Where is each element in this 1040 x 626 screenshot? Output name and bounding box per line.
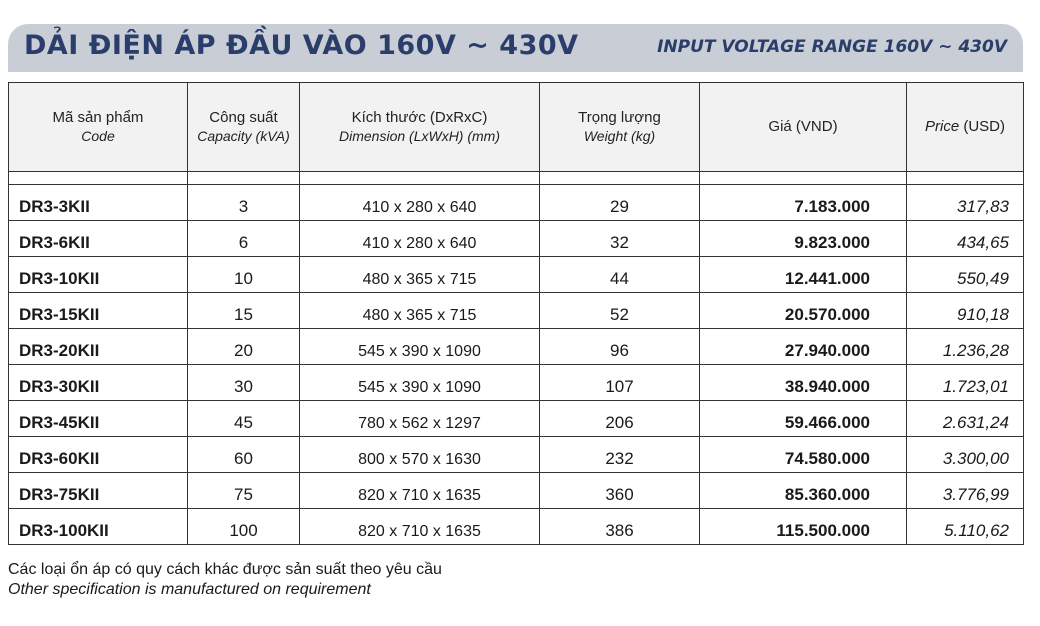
table-row [9,473,1024,509]
cell-price-usd: 5.110,62 [907,509,1024,545]
cell-price-usd: 2.631,24 [907,401,1024,437]
table-row [9,329,1024,365]
banner-title-vn: DẢI ĐIỆN ÁP ĐẦU VÀO 160V ~ 430V [24,30,579,61]
cell-price-vnd: 85.360.000 [700,473,907,509]
cell-dimension: 480 x 365 x 715 [300,293,540,329]
header-dimension-en: Dimension (LxWxH) (mm) [339,128,500,144]
cell-weight: 107 [540,365,700,401]
cell-price-usd: 550,49 [907,257,1024,293]
header-price-usd-rest: (USD) [959,118,1005,135]
table-row [9,185,1024,221]
cell-dimension: 410 x 280 x 640 [300,221,540,257]
table-header-row [9,83,1024,172]
table-row [9,437,1024,473]
cell-code: DR3-20KII [9,329,188,365]
cell-dimension: 545 x 390 x 1090 [300,329,540,365]
cell-dimension: 820 x 710 x 1635 [300,473,540,509]
header-weight-en: Weight (kg) [583,128,656,144]
title-banner [8,24,1023,72]
cell-price-vnd: 59.466.000 [700,401,907,437]
cell-capacity: 45 [188,401,300,437]
header-code-vn: Mã sản phẩm [52,109,144,126]
header-price-usd-em: Price [924,118,960,135]
cell-capacity: 15 [188,293,300,329]
cell-weight: 360 [540,473,700,509]
cell-code: DR3-60KII [9,437,188,473]
cell-price-vnd: 20.570.000 [700,293,907,329]
cell-price-vnd: 74.580.000 [700,437,907,473]
table-row [9,257,1024,293]
cell-capacity: 30 [188,365,300,401]
cell-dimension: 820 x 710 x 1635 [300,509,540,545]
cell-price-vnd: 38.940.000 [700,365,907,401]
table-row [9,365,1024,401]
cell-weight: 96 [540,329,700,365]
cell-price-usd: 3.776,99 [907,473,1024,509]
header-dimension-vn: Kích thước (DxRxC) [351,109,488,126]
cell-weight: 206 [540,401,700,437]
cell-capacity: 100 [188,509,300,545]
table-row [9,401,1024,437]
footer-note [8,560,442,600]
footer-note-vn: Các loại ổn áp có quy cách khác được sản suất theo yêu cầu [8,561,442,578]
header-weight-vn: Trọng lượng [578,109,661,126]
cell-price-usd: 3.300,00 [907,437,1024,473]
cell-dimension: 800 x 570 x 1630 [300,437,540,473]
cell-capacity: 75 [188,473,300,509]
header-code [9,83,188,172]
cell-weight: 29 [540,185,700,221]
cell-capacity: 6 [188,221,300,257]
cell-weight: 32 [540,221,700,257]
cell-price-usd: 1.723,01 [907,365,1024,401]
header-weight [540,83,700,172]
cell-price-vnd: 115.500.000 [700,509,907,545]
cell-weight: 52 [540,293,700,329]
cell-code: DR3-100KII [9,509,188,545]
cell-capacity: 20 [188,329,300,365]
cell-capacity: 3 [188,185,300,221]
spacer-row [9,172,1024,185]
cell-price-usd: 434,65 [907,221,1024,257]
price-table [8,82,1024,545]
cell-code: DR3-30KII [9,365,188,401]
header-capacity [188,83,300,172]
cell-price-vnd: 7.183.000 [700,185,907,221]
cell-weight: 44 [540,257,700,293]
header-capacity-en: Capacity (kVA) [197,128,290,144]
cell-weight: 386 [540,509,700,545]
cell-code: DR3-3KII [9,185,188,221]
cell-capacity: 10 [188,257,300,293]
cell-price-vnd: 27.940.000 [700,329,907,365]
cell-dimension: 545 x 390 x 1090 [300,365,540,401]
header-capacity-vn: Công suất [209,109,278,126]
cell-dimension: 480 x 365 x 715 [300,257,540,293]
banner-title-en: INPUT VOLTAGE RANGE 160V ~ 430V [657,37,1007,57]
cell-price-vnd: 9.823.000 [700,221,907,257]
header-code-en: Code [81,128,115,144]
cell-code: DR3-10KII [9,257,188,293]
cell-capacity: 60 [188,437,300,473]
cell-price-vnd: 12.441.000 [700,257,907,293]
cell-code: DR3-15KII [9,293,188,329]
table-row [9,293,1024,329]
header-price-usd [907,83,1024,172]
cell-weight: 232 [540,437,700,473]
cell-dimension: 780 x 562 x 1297 [300,401,540,437]
cell-code: DR3-6KII [9,221,188,257]
cell-price-usd: 1.236,28 [907,329,1024,365]
header-price-vnd: Giá (VND) [700,83,907,172]
cell-code: DR3-45KII [9,401,188,437]
table-row [9,221,1024,257]
footer-note-en: Other specification is manufactured on requirement [8,581,371,598]
header-dimension [300,83,540,172]
cell-code: DR3-75KII [9,473,188,509]
cell-price-usd: 910,18 [907,293,1024,329]
table-row [9,509,1024,545]
cell-dimension: 410 x 280 x 640 [300,185,540,221]
cell-price-usd: 317,83 [907,185,1024,221]
